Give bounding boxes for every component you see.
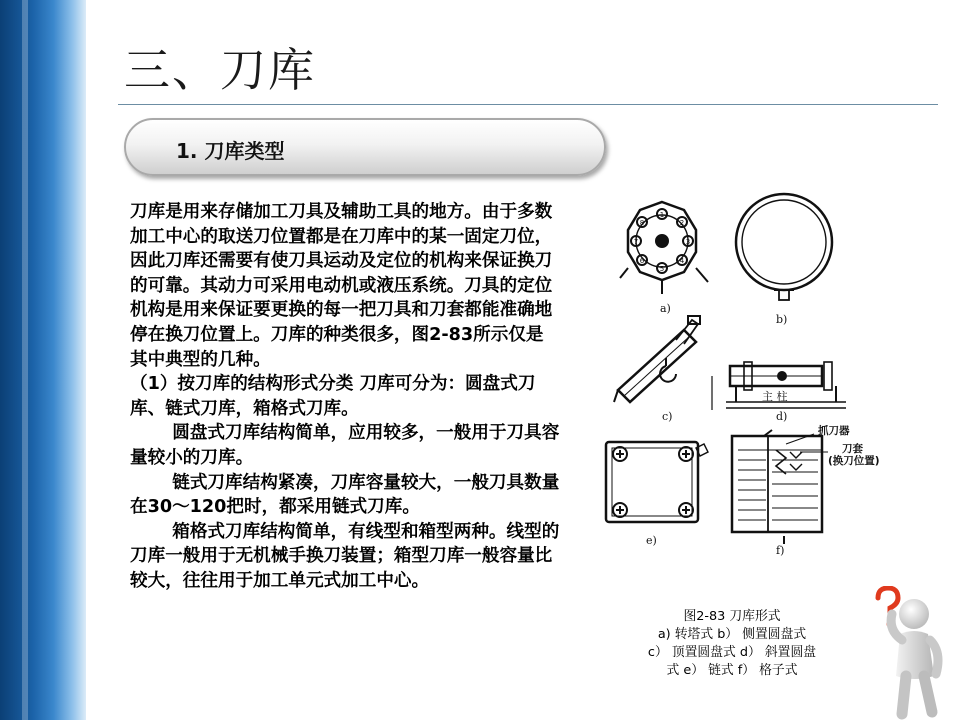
tool-magazine-figure <box>596 190 916 556</box>
figure-label-c: c) <box>662 410 673 423</box>
figure-c-top-disc <box>614 316 700 402</box>
turret-pocket-number: 6 <box>639 257 645 265</box>
figure-label-b: b) <box>776 313 788 326</box>
title-divider <box>118 104 938 105</box>
figure-a-turret <box>620 202 708 294</box>
body-paragraph-chain: 链式刀库结构紧凑，刀库容量较大，一般刀具数量在30～120把时，都采用链式刀库。 <box>130 472 560 518</box>
body-paragraph-classification: （1）按刀库的结构形式分类 刀库可分为：圆盘式刀库、链式刀库，箱格式刀库。 <box>130 374 536 419</box>
turret-pocket-number: 4 <box>679 257 685 265</box>
body-paragraph-grid: 箱格式刀库结构简单，有线型和箱型两种。线型的刀库一般用于无机械手换刀装置；箱型刀库一般容量比较大，往往用于加工单元式加工中心。 <box>130 521 560 591</box>
body-paragraph-intro: 刀库是用来存储加工刀具及辅助工具的地方。由于多数加工中心的取送刀位置都是在刀库中的某一固定刀位，因此刀库还需要有使刀具运动及定位的机构来保证换刀的可靠。其动力可采用电动机或液压系统。刀具的定位机构是用来保证要更换的每一把刀具和刀套都能准确地停在换刀位置上。刀库的种类很多，图2-83所示仅是其中典型的几种。 <box>130 202 553 370</box>
body-paragraph-disc: 圆盘式刀库结构简单，应用较多，一般用于刀具容量较小的刀库。 <box>130 423 560 468</box>
figure-e-chain <box>606 442 708 522</box>
figure-label-f: f) <box>776 544 785 556</box>
figure-caption-line-2: a) 转塔式 b） 侧置圆盘式 <box>657 627 807 642</box>
turret-pocket-number: 2 <box>679 219 685 227</box>
turret-pocket-number: 3 <box>685 238 691 246</box>
figure-caption-line-3: c） 顶置圆盘式 d） 斜置圆盘 <box>647 645 817 660</box>
figure-caption-line-4: 式 e） 链式 f） 格子式 <box>666 663 798 678</box>
figure-label-a: a) <box>660 302 671 315</box>
figure-label-zhuzhu: 主 柱 <box>762 390 788 403</box>
figure-label-gripper: 抓刀器 <box>818 425 850 437</box>
section-heading-pill <box>124 118 606 176</box>
body-text <box>130 200 560 594</box>
turret-pocket-number: 1 <box>659 211 665 219</box>
figure-b-side-disc <box>736 194 832 300</box>
figure-label-changepos: (换刀位置) <box>828 455 880 467</box>
figure-caption <box>606 608 858 680</box>
turret-pocket-number: 5 <box>659 265 665 273</box>
figure-label-e: e) <box>646 534 657 547</box>
question-figure-icon <box>868 586 960 720</box>
figure-f-grid <box>732 430 828 544</box>
figure-caption-line-1: 图2-83 刀库形式 <box>683 609 781 624</box>
figure-label-d: d) <box>776 410 788 423</box>
section-heading: 1. 刀库类型 <box>176 139 285 163</box>
left-decorative-bar <box>0 0 86 720</box>
turret-pocket-number: 7 <box>633 238 639 246</box>
slide-title: 三、刀库 <box>124 43 316 97</box>
figure-label-toolsleeve: 刀套 <box>842 443 863 455</box>
turret-pocket-number: 8 <box>639 219 645 227</box>
